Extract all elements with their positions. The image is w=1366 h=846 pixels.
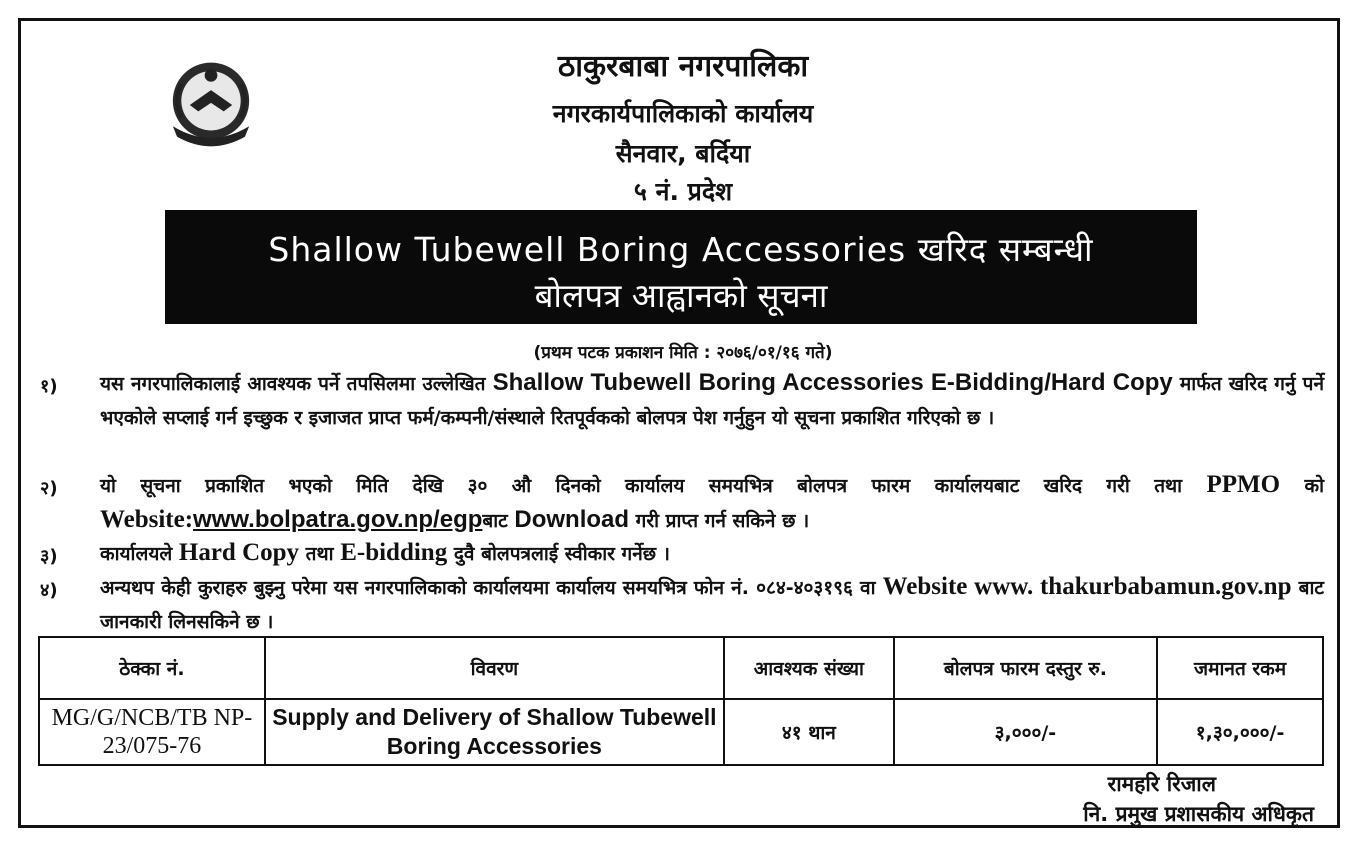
p3-text-b: तथा: [305, 543, 334, 565]
publication-date: (प्रथम पटक प्रकाशन मिति : २०७६/०१/१६ गते): [533, 343, 833, 363]
p4-text-a: अन्यथप केही कुराहरु बुझ्नु परेमा यस नगरपालिकाको कार्यालयमा कार्यालय समयभित्र फोन नं. ०८४-४०३१९६ वा: [100, 577, 876, 599]
municipality-name: ठाकुरबाबा नगरपालिका: [557, 49, 809, 84]
p3-text-c: दुवै बोलपत्रलाई स्वीकार गर्नेछ ।: [453, 543, 670, 565]
cell-contract-no: MG/G/NCB/TB NP-23/075-76: [39, 699, 265, 765]
p2-ppmo: PPMO: [1206, 471, 1281, 498]
col-security: जमानत रकम: [1157, 637, 1323, 699]
p4-text-b: बाट जानकारी लिनसकिने छ ।: [100, 577, 1324, 633]
office-location: सैनवार, बर्दिया: [615, 139, 751, 168]
notice-title-banner: [165, 210, 1197, 324]
p2-website-label: Website:: [100, 506, 194, 533]
p2-text-b: को: [1304, 475, 1325, 497]
cell-quantity: ४१ थान: [724, 699, 894, 765]
bolpatra-link[interactable]: www.bolpatra.gov.np/egp: [193, 506, 483, 533]
notice-title-line2: बोलपत्र आह्वानको सूचना: [534, 276, 828, 315]
province: ५ नं. प्रदेश: [633, 177, 733, 206]
table-row: [39, 699, 1323, 765]
item-number-4: ४): [40, 580, 58, 601]
office-name: नगरकार्यपालिकाको कार्यालय: [552, 99, 814, 128]
col-quantity: आवश्यक संख्या: [724, 637, 894, 699]
cell-security: १,३०,०००/-: [1157, 699, 1323, 765]
table-header-row: [39, 637, 1323, 699]
notice-paragraph-4: [100, 570, 1324, 639]
p3-e-bidding: E-bidding: [340, 539, 448, 566]
cell-description: Supply and Delivery of Shallow Tubewell Boring Accessories: [265, 699, 724, 765]
cell-form-fee: ३,०००/-: [894, 699, 1157, 765]
notice-title-line1: Shallow Tubewell Boring Accessories खरिद सम्बन्धी: [268, 230, 1094, 269]
notice-paragraph-3: [100, 536, 1324, 571]
p3-hard-copy: Hard Copy: [178, 539, 300, 566]
item-number-2: २): [40, 478, 58, 499]
p1-item-name: Shallow Tubewell Boring Accessories E-Bidding/Hard Copy: [492, 369, 1173, 396]
notice-paragraph-1: [100, 366, 1324, 435]
p1-text-b: मार्फत खरिद गर्नु पर्ने भएकोले सप्लाई गर्न इच्छुक र इजाजत प्राप्त फर्म/कम्पनी/संस्थाले रितपूर्वकको बोलपत्र पेश गर्नुहुन यो सूचना प्रकाशित गरिएको छ ।: [100, 373, 1324, 429]
item-number-1: १): [40, 376, 58, 397]
p2-text-c: बाट: [482, 510, 508, 532]
p1-text-a: यस नगरपालिकालाई आवश्यक पर्ने तपसिलमा उल्लेखित: [100, 373, 486, 395]
p2-download: Download: [514, 506, 630, 533]
col-form-fee: बोलपत्र फारम दस्तुर रु.: [894, 637, 1157, 699]
p2-text-d: गरी प्राप्त गर्न सकिने छ ।: [635, 510, 810, 532]
col-contract-no: ठेक्का नं.: [39, 637, 265, 699]
signatory-title: नि. प्रमुख प्रशासकीय अधिकृत: [1083, 802, 1314, 826]
p3-text-a: कार्यालयले: [100, 543, 173, 565]
p2-text-a: यो सूचना प्रकाशित भएको मिति देखि ३० औ दिनको कार्यालय समयभित्र बोलपत्र फारम कार्यालयबाट खरिद गरी तथा: [100, 475, 1183, 497]
signatory-name: रामहरि रिजाल: [1107, 772, 1216, 796]
p4-website[interactable]: Website www. thakurbabamun.gov.np: [882, 573, 1292, 600]
notice-paragraph-2: [100, 468, 1324, 538]
tender-table: [38, 636, 1324, 766]
item-number-3: ३): [40, 546, 58, 567]
col-description: विवरण: [265, 637, 724, 699]
